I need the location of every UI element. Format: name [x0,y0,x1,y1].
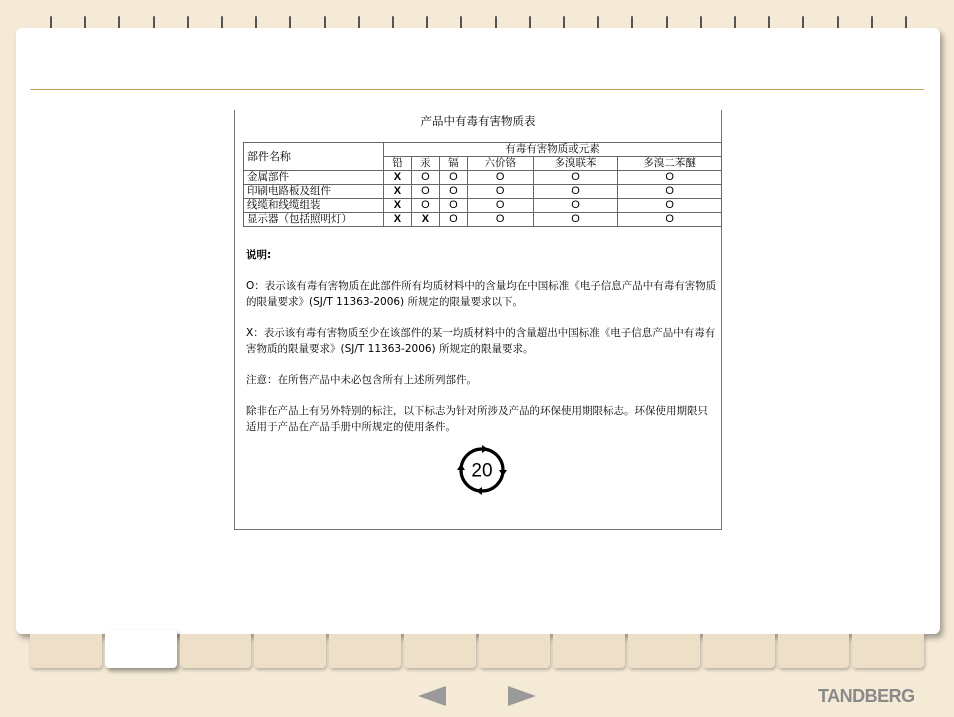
epup-note: 除非在产品上有另外特别的标注，以下标志为针对所涉及产品的环保使用期限标志。环保使用期限只适用于产品在产品手册中所规定的使用条件。 [246,405,708,433]
right-arrow-icon[interactable] [508,686,536,706]
part-name-header: 部件名称 [244,143,384,171]
section-tab[interactable] [105,630,177,668]
part-name-cell: 金属部件 [244,171,384,185]
substance-mark-cell: O [618,171,722,185]
substance-header: 铅 [384,157,412,171]
notes-lead: 说明: [246,249,272,261]
section-tab[interactable] [479,634,551,668]
hazardous-substances-document [234,110,722,530]
substance-mark-cell: O [411,185,439,199]
substance-header: 六价铬 [467,157,533,171]
left-arrow-icon[interactable] [418,686,446,706]
substance-mark-cell: O [533,171,618,185]
substance-mark-cell: O [439,171,467,185]
section-tab[interactable] [703,634,775,668]
attention-note: 注意：在所售产品中未必包含所有上述所列部件。 [246,374,477,386]
x-definition: X：表示该有毒有害物质至少在该部件的某一均质材料中的含量超出中国标准《电子信息产品中有毒有害物质的限量要求》(SJ/T 11363-2006) 所规定的限量要求。 [246,327,716,355]
substance-mark-cell: X [384,213,412,227]
section-tab[interactable] [852,634,924,668]
substance-mark-cell: O [533,213,618,227]
section-tab[interactable] [778,634,850,668]
part-name-cell: 印刷电路板及组件 [244,185,384,199]
substance-group-header: 有毒有害物质或元素 [384,143,722,157]
substance-header: 多溴联苯 [533,157,618,171]
table-row [244,171,722,185]
section-tab[interactable] [180,634,252,668]
substance-mark-cell: O [439,213,467,227]
notes-section [246,247,718,450]
substance-mark-cell: O [467,199,533,213]
section-tab[interactable] [30,634,102,668]
table-row [244,213,722,227]
substance-mark-cell: O [467,185,533,199]
substance-mark-cell: X [411,213,439,227]
table-row [244,199,722,213]
o-definition: O：表示该有毒有害物质在此部件所有均质材料中的含量均在中国标准《电子信息产品中有毒有害物质的限量要求》(SJ/T 11363-2006) 所规定的限量要求以下。 [246,280,717,308]
section-tab[interactable] [404,634,476,668]
header-divider [30,89,924,90]
section-tabs [30,634,924,670]
substance-mark-cell: X [384,199,412,213]
substance-mark-cell: O [467,171,533,185]
substance-mark-cell: O [439,185,467,199]
substance-mark-cell: O [618,185,722,199]
section-tab[interactable] [254,634,326,668]
environmental-protection-use-period-icon [457,445,507,495]
section-tab[interactable] [628,634,700,668]
part-name-cell: 显示器（包括照明灯） [244,213,384,227]
substance-mark-cell: O [411,171,439,185]
substance-mark-cell: O [533,199,618,213]
substance-header: 镉 [439,157,467,171]
epup-number: 20 [471,460,493,482]
document-title: 产品中有毒有害物质表 [420,114,536,128]
section-tab[interactable] [329,634,401,668]
table-row [244,185,722,199]
hazardous-substances-table [243,142,722,227]
substance-header: 多溴二苯醚 [618,157,722,171]
substance-mark-cell: O [618,213,722,227]
substance-mark-cell: O [411,199,439,213]
substance-mark-cell: O [439,199,467,213]
section-tab[interactable] [553,634,625,668]
substance-header: 汞 [411,157,439,171]
part-name-cell: 线缆和线缆组装 [244,199,384,213]
substance-mark-cell: O [618,199,722,213]
substance-mark-cell: X [384,171,412,185]
substance-mark-cell: X [384,185,412,199]
substance-mark-cell: O [467,213,533,227]
brand-logo: TANDBERG [818,686,915,706]
substance-mark-cell: O [533,185,618,199]
